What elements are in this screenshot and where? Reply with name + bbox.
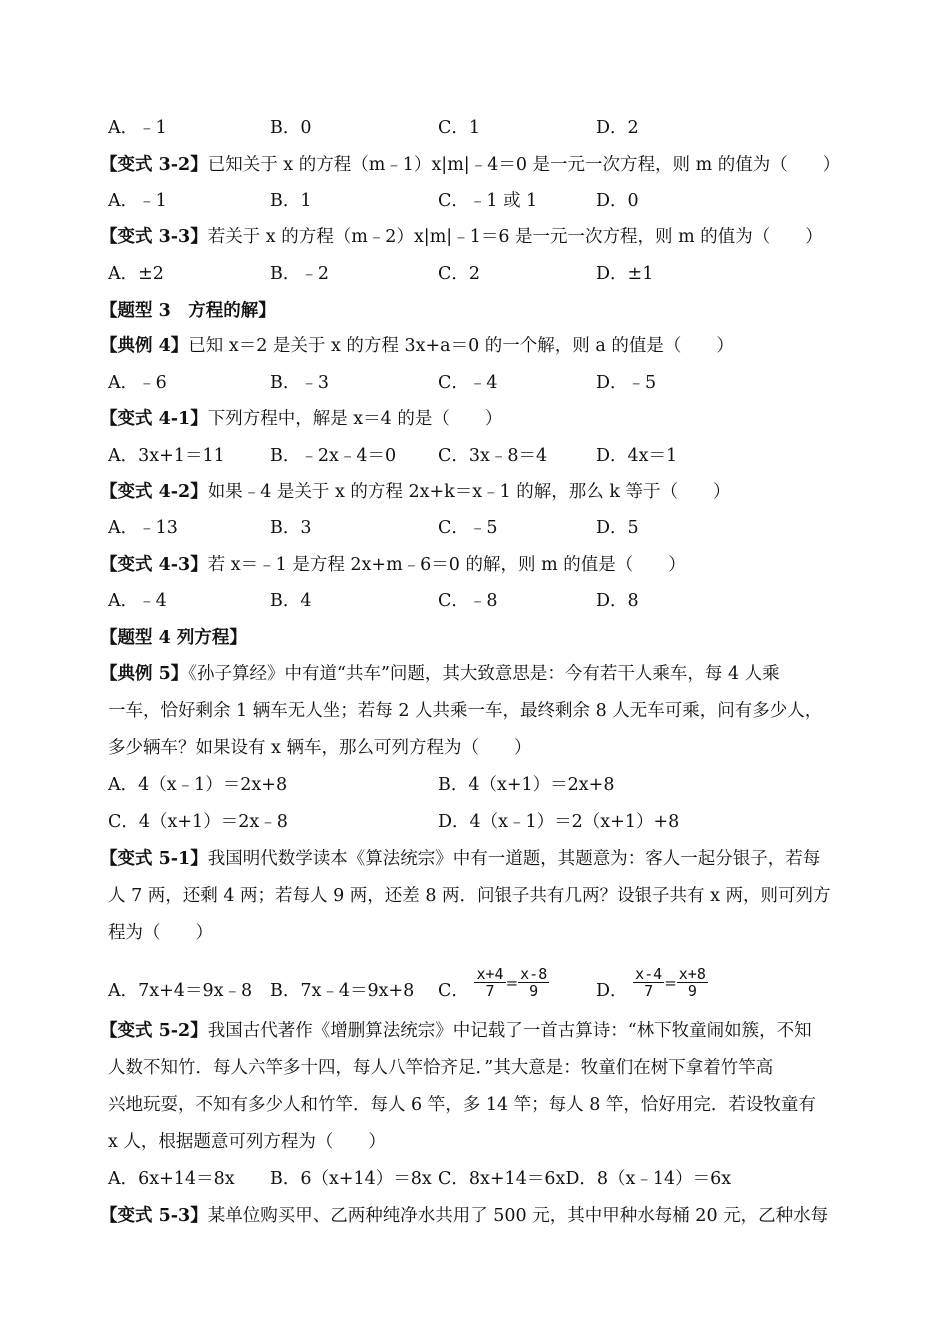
fraction-numerator: x+8	[678, 965, 706, 983]
answer-option: A．±2	[108, 264, 164, 284]
answer-option: A．6x+14＝8x	[108, 1169, 235, 1189]
options-row	[0, 807, 950, 837]
options-row	[0, 113, 950, 143]
answer-option: B．4（x+1）＝2x+8	[438, 775, 615, 795]
answer-option: A．﹣4	[108, 591, 167, 611]
fraction-denominator: 9	[529, 982, 539, 1000]
question-text: 若 x＝﹣1 是方程 2x+m﹣6＝0 的解，则 m 的值是（ ）	[207, 555, 686, 575]
question-line	[0, 222, 950, 252]
equals-sign: =	[664, 973, 677, 992]
option-a: A．7x+4＝9x﹣8	[108, 981, 253, 1001]
question-line	[0, 404, 950, 434]
options-row	[0, 586, 950, 616]
options-row	[0, 368, 950, 398]
options-row	[0, 513, 950, 543]
answer-option: A．﹣1	[108, 191, 167, 211]
question-line	[0, 844, 950, 874]
question-continuation: 人数不知竹．每人六竿多十四，每人八竿恰齐足．”其大意是：牧童们在树下拿着竹竿高	[108, 1058, 774, 1078]
option-c	[438, 965, 549, 1006]
options-row	[0, 259, 950, 289]
answer-option: C．1	[438, 118, 481, 138]
question-line	[0, 150, 950, 180]
answer-option: D．±1	[596, 264, 654, 284]
equals-sign: =	[505, 973, 519, 992]
question-text: 某单位购买甲、乙两种纯净水共用了 500 元，其中甲种水每桶 20 元，乙种水每	[207, 1206, 829, 1226]
question-text: 已知关于 x 的方程（m﹣1）x|m|﹣4＝0 是一元一次方程，则 m 的值为（ ）	[207, 155, 841, 175]
answer-option: C．4（x+1）＝2x﹣8	[108, 812, 288, 832]
answer-option: A．﹣13	[108, 518, 178, 538]
fraction-denominator: 7	[485, 982, 495, 1000]
fraction-denominator: 7	[644, 982, 654, 1000]
question-tag: 【典例 4】	[100, 336, 189, 356]
answer-option: D．4（x﹣1）＝2（x+1）+8	[438, 812, 680, 832]
answer-option: B．﹣2x﹣4＝0	[270, 446, 397, 466]
question-tag: 【变式 5-1】	[100, 849, 208, 869]
answer-option: A．﹣1	[108, 118, 167, 138]
question-text: 如果﹣4 是关于 x 的方程 2x+k＝x﹣1 的解，那么 k 等于（ ）	[207, 482, 731, 502]
answer-option: D．﹣5	[596, 373, 657, 393]
question-line	[0, 331, 950, 361]
option-c-label: C．	[438, 981, 469, 1001]
fraction-left	[633, 966, 664, 999]
question-tag: 【典例 5】	[100, 664, 189, 684]
section-heading: 【题型 3 方程的解】	[100, 301, 276, 321]
question-text: 下列方程中，解是 x＝4 的是（ ）	[207, 409, 503, 429]
fraction-numerator: x-4	[635, 965, 663, 983]
question-continuation: 程为（ ）	[108, 923, 213, 943]
question-text: 已知 x＝2 是关于 x 的方程 3x+a＝0 的一个解，则 a 的值是（ ）	[188, 336, 734, 356]
answer-option: A．﹣6	[108, 373, 167, 393]
answer-option: C．﹣1 或 1	[438, 191, 538, 211]
answer-option: D．0	[596, 191, 639, 211]
question-tag: 【变式 4-3】	[100, 555, 208, 575]
question-text: 我国古代著作《增删算法统宗》中记载了一首古算诗：“林下牧童闹如簇，不知	[207, 1021, 812, 1041]
question-continuation: x 人，根据题意可列方程为（ ）	[108, 1132, 386, 1152]
answer-option: D．4x＝1	[596, 446, 678, 466]
question-tag: 【变式 3-2】	[100, 155, 208, 175]
question-tag: 【变式 5-3】	[100, 1206, 208, 1226]
answer-option: C．﹣5	[438, 518, 498, 538]
answer-option: C．﹣8	[438, 591, 498, 611]
question-text: 若关于 x 的方程（m﹣2）x|m|﹣1＝6 是一元一次方程，则 m 的值为（ ）	[207, 227, 823, 247]
answer-option: A．4（x﹣1）＝2x+8	[108, 775, 288, 795]
question-text: 《孙子算经》中有道“共车”问题，其大致意思是：今有若干人乘车，每 4 人乘	[188, 664, 780, 684]
answer-option: C．﹣4	[438, 373, 498, 393]
options-row	[0, 441, 950, 471]
answer-option: C．8x+14＝6xD．8（x﹣14）＝6x	[438, 1169, 732, 1189]
question-continuation: 一车，恰好剩余 1 辆车无人坐；若每 2 人共乘一车，最终剩余 8 人无车可乘，问有多少人，	[108, 701, 823, 721]
answer-option: C．2	[438, 264, 481, 284]
question-text: 我国明代数学读本《算法统宗》中有一道题，其题意为：客人一起分银子，若每	[207, 849, 821, 869]
fraction-options-row	[0, 965, 950, 1006]
question-tag: 【变式 5-2】	[100, 1021, 208, 1041]
question-continuation: 人 7 两，还剩 4 两；若每人 9 两，还差 8 两．问银子共有几两？设银子共有 x 两，则可列方	[108, 886, 831, 906]
answer-option: D．8	[596, 591, 639, 611]
question-tag: 【变式 4-1】	[100, 409, 208, 429]
answer-option: B．﹣2	[270, 264, 329, 284]
question-continuation: 多少辆车？如果设有 x 辆车，那么可列方程为（ ）	[108, 738, 532, 758]
answer-option: B．1	[270, 191, 312, 211]
answer-option: C．3x﹣8＝4	[438, 446, 548, 466]
answer-option: B．3	[270, 518, 312, 538]
fraction-right	[518, 966, 549, 999]
fraction-right	[677, 966, 708, 999]
options-row	[0, 1164, 950, 1194]
fraction-denominator: 9	[687, 982, 697, 1000]
question-line	[0, 1201, 950, 1231]
question-tag: 【变式 3-3】	[100, 227, 208, 247]
answer-option: B．﹣3	[270, 373, 329, 393]
fraction-left	[474, 966, 505, 999]
answer-option: B．4	[270, 591, 312, 611]
fraction-numerator: x-8	[520, 965, 548, 983]
question-line	[0, 477, 950, 507]
question-tag: 【变式 4-2】	[100, 482, 208, 502]
answer-option: D．2	[596, 118, 639, 138]
fraction-numerator: x+4	[476, 965, 504, 983]
question-line	[0, 550, 950, 580]
answer-option: B．6（x+14）＝8x	[270, 1169, 432, 1189]
question-continuation: 兴地玩耍，不知有多少人和竹竿．每人 6 竿，多 14 竿；每人 8 竿，恰好用完．若设牧童有	[108, 1095, 816, 1115]
section-heading: 【题型 4 列方程】	[100, 628, 247, 648]
question-line	[0, 659, 950, 689]
question-line	[0, 1016, 950, 1046]
options-row	[0, 186, 950, 216]
option-b: B．7x﹣4＝9x+8	[270, 981, 415, 1001]
options-row	[0, 770, 950, 800]
answer-option: A．3x+1＝11	[108, 446, 225, 466]
option-d-label: D．	[596, 981, 628, 1001]
option-d	[596, 965, 708, 1006]
answer-option: B．0	[270, 118, 312, 138]
answer-option: D．5	[596, 518, 639, 538]
